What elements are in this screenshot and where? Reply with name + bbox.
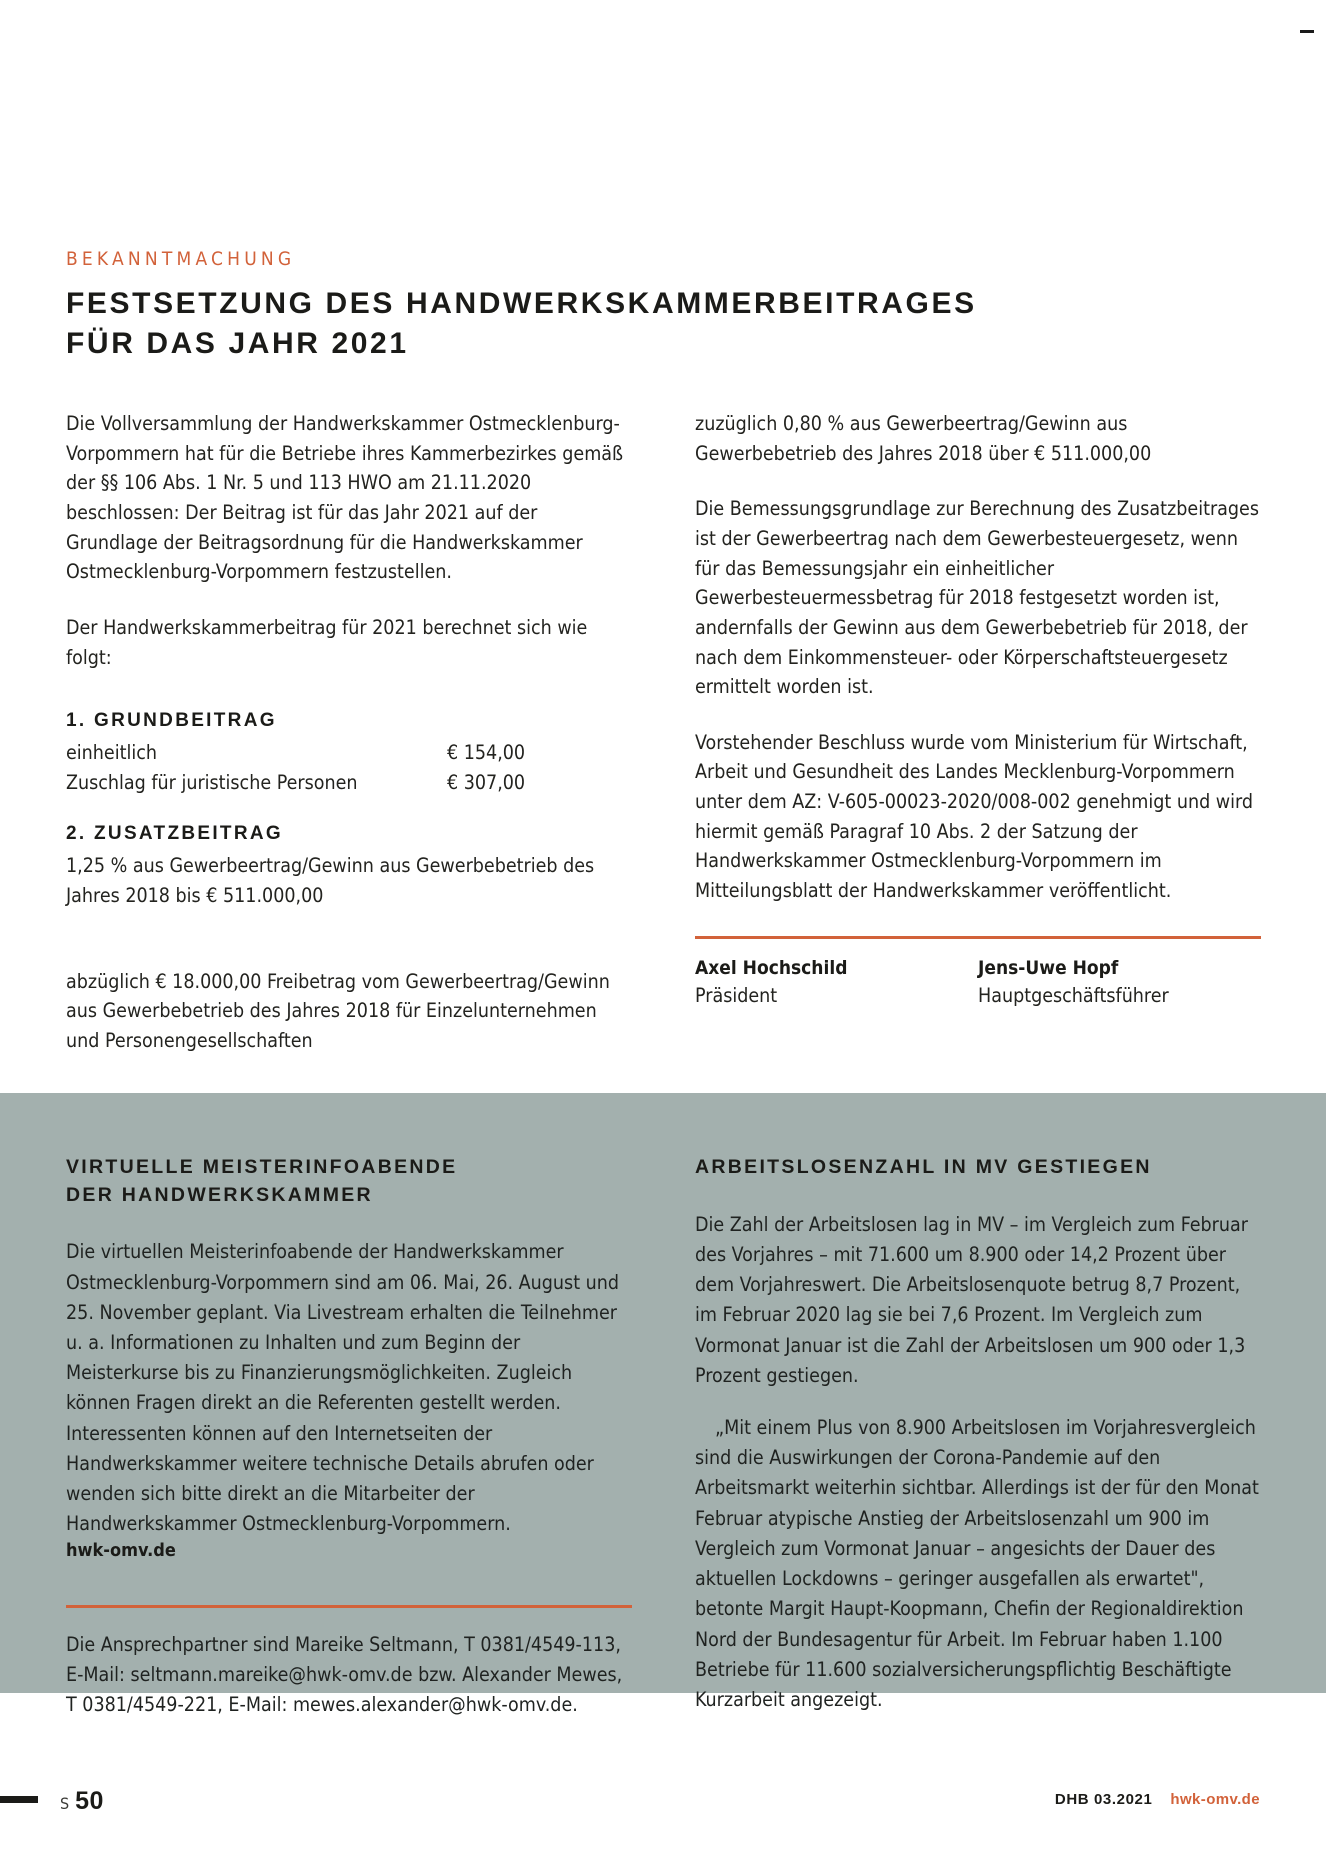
paragraph-zusatzbeitrag-rate: 1,25 % aus Gewerbeertrag/Gewinn aus Gewerbebetrieb des Jahres 2018 bis € 511.000,00 — [66, 854, 595, 908]
news-heading-line-1: VIRTUELLE MEISTERINFOABENDE — [66, 1156, 458, 1178]
signature-name: Jens-Uwe Hopf — [978, 956, 1119, 979]
paragraph-approval: Vorstehender Beschluss wurde vom Ministerium für Wirtschaft, Arbeit und Gesundheit des Landes Mecklenburg-Vorpommern unter dem AZ: V-605-00023-2020/008-002 genehmigt und wird hiermit gemäß Paragraf 10 Abs. 2 der Satzung der Handwerkskammer Ostmecklenburg-Vorpommern im Mitteilungsblatt der Handwerkskammer veröffentlicht. — [695, 730, 1254, 902]
footer-page-number: 50 — [75, 1787, 104, 1815]
page-title — [66, 284, 1260, 363]
fee-label: einheitlich — [66, 741, 157, 765]
announcement-article — [66, 248, 1260, 1082]
signature-president — [695, 955, 978, 1011]
news-paragraph-unemployment-figures: Die Zahl der Arbeitslosen lag in MV – im Vergleich zum Februar des Vorjahres – mit 71.600 um 8.900 oder 14,2 Prozent über dem Vorjahreswert. Die Arbeitslosenquote betrug 8,7 Prozent, im Februar 2020 lag sie bei 7,6 Prozent. Im Vergleich zum Vormonat Januar ist die Zahl der Arbeitslosen um 900 oder 1,3 Prozent gestiegen. — [695, 1212, 1248, 1387]
article-column-right — [695, 409, 1261, 1010]
news-heading-meisterinfoabende — [66, 1154, 632, 1209]
paragraph-bemessungsgrundlage: Die Bemessungsgrundlage zur Berechnung des Zusatzbeitrages ist der Gewerbeertrag nach dem Gewerbesteuergesetz, wenn für das Bemessungsjahr ein einheitlicher Gewerbesteuermessbetrag für 2018 festgesetzt worden ist, andernfalls der Gewinn aus dem Gewerbebetrieb für 2018, der nach dem Einkommensteuer- oder Körperschaftsteuergesetz ermittelt worden ist. — [695, 497, 1259, 699]
article-column-left — [66, 409, 632, 1081]
signature-block — [695, 955, 1261, 1011]
signature-name: Axel Hochschild — [695, 956, 848, 979]
spacer — [66, 937, 632, 967]
crop-mark — [1300, 30, 1314, 33]
signature-managing-director — [978, 955, 1261, 1011]
footer-page-prefix: S — [60, 1794, 70, 1813]
signature-role: Hauptgeschäftsführer — [978, 984, 1169, 1008]
article-columns — [66, 409, 1260, 1081]
article-kicker: BEKANNTMACHUNG — [66, 248, 296, 270]
news-heading-line-1: ARBEITSLOSENZAHL IN MV GESTIEGEN — [695, 1156, 1152, 1178]
footer-website[interactable]: hwk-omv.de — [1170, 1791, 1260, 1808]
footer-issue: DHB 03.2021 — [1054, 1791, 1153, 1808]
table-row — [66, 768, 632, 798]
paragraph-resolution: Die Vollversammlung der Handwerkskammer Ostmecklenburg-Vorpommern hat für die Betriebe ihres Kammerbezirkes gemäß der §§ 106 Abs. 1 Nr. 5 und 113 HWO am 21.11.2020 beschlossen: Der Beitrag ist für das Jahr 2021 auf der Grundlage der Beitragsordnung für die Handwerkskammer Ostmecklenburg-Vorpommern festzustellen. — [66, 412, 624, 584]
paragraph-surcharge: zuzüglich 0,80 % aus Gewerbeertrag/Gewinn aus Gewerbebetrieb des Jahres 2018 über € 511.000,00 — [695, 412, 1152, 465]
fee-table-grundbeitrag — [66, 738, 632, 797]
fee-amount: € 154,00 — [447, 741, 526, 765]
news-paragraph-meisterinfoabende: Die virtuellen Meisterinfoabende der Handwerkskammer Ostmecklenburg-Vorpommern sind am 06. Mai, 26. August und 25. November geplant. Via Livestream erhalten die Teilnehmer u. a. Informationen zu Inhalten und zum Beginn der Meisterkurse bis zu Finanzierungsmöglichkeiten. Zugleich können Fragen direkt an die Referenten gestellt werden. Interessenten können auf den Internetseiten der Handwerkskammer weitere technische Details abrufen oder wenden sich bitte direkt an die Mitarbeiter der Handwerkskammer Ostmecklenburg-Vorpommern. — [66, 1240, 620, 1536]
news-divider — [66, 1605, 632, 1608]
news-column-right — [695, 1154, 1261, 1715]
news-heading-arbeitslosenzahl — [695, 1154, 1261, 1182]
paragraph-calculation-intro: Der Handwerkskammerbeitrag für 2021 berechnet sich wie folgt: — [66, 615, 588, 669]
footer-accent-bar — [0, 1796, 38, 1803]
headline-line-1: FESTSETZUNG DES HANDWERKSKAMMERBEITRAGES — [66, 287, 977, 320]
news-panel — [0, 1093, 1326, 1716]
news-columns — [66, 1154, 1260, 1720]
page-footer — [0, 1787, 1326, 1813]
table-row — [66, 738, 632, 768]
news-paragraph-contacts: Die Ansprechpartner sind Mareike Seltmann, T 0381/4549-113, E-Mail: seltmann.mareike@hwk-omv.de bzw. Alexander Mewes, T 0381/4549-221, E-Mail: mewes.alexander@hwk-omv.de. — [66, 1632, 623, 1716]
news-column-left — [66, 1154, 632, 1720]
news-heading-line-2: DER HANDWERKSKAMMER — [66, 1183, 373, 1206]
headline-line-2: FÜR DAS JAHR 2021 — [66, 326, 409, 360]
paragraph-freibetrag: abzüglich € 18.000,00 Freibetrag vom Gewerbeertrag/Gewinn aus Gewerbebetrieb des Jahres 2018 für Einzelunternehmen und Personengesellschaften — [66, 969, 610, 1052]
news-paragraph-unemployment-quote: „Mit einem Plus von 8.900 Arbeitslosen im Vorjahresvergleich sind die Auswirkungen der Corona-Pandemie auf den Arbeitsmarkt weiterhin sichtbar. Allerdings ist der für den Monat Februar atypische Anstieg der Arbeitslosenzahl um 900 im Vergleich zum Vormonat Januar – angesichts der Dauer des aktuellen Lockdowns – geringer ausgefallen als erwartet", betonte Margit Haupt-Koopmann, Chefin der Regionaldirektion Nord der Bundesagentur für Arbeit. Im Februar haben 1.100 Betriebe für 11.600 sozialversicherungspflichtig Beschäftigte Kurzarbeit angezeigt. — [695, 1416, 1259, 1711]
section-heading-zusatzbeitrag: 2. ZUSATZBEITRAG — [66, 823, 283, 845]
footer-meta — [1055, 1791, 1260, 1808]
signature-role: Präsident — [695, 984, 778, 1008]
section-heading-grundbeitrag: 1. GRUNDBEITRAG — [66, 710, 277, 732]
fee-amount: € 307,00 — [447, 770, 526, 794]
news-weblink[interactable]: hwk-omv.de — [66, 1539, 176, 1561]
news-panel-inner — [66, 1154, 1260, 1720]
footer-page-marker — [60, 1787, 104, 1816]
fee-label: Zuschlag für juristische Personen — [66, 770, 358, 794]
signature-divider — [695, 936, 1261, 939]
